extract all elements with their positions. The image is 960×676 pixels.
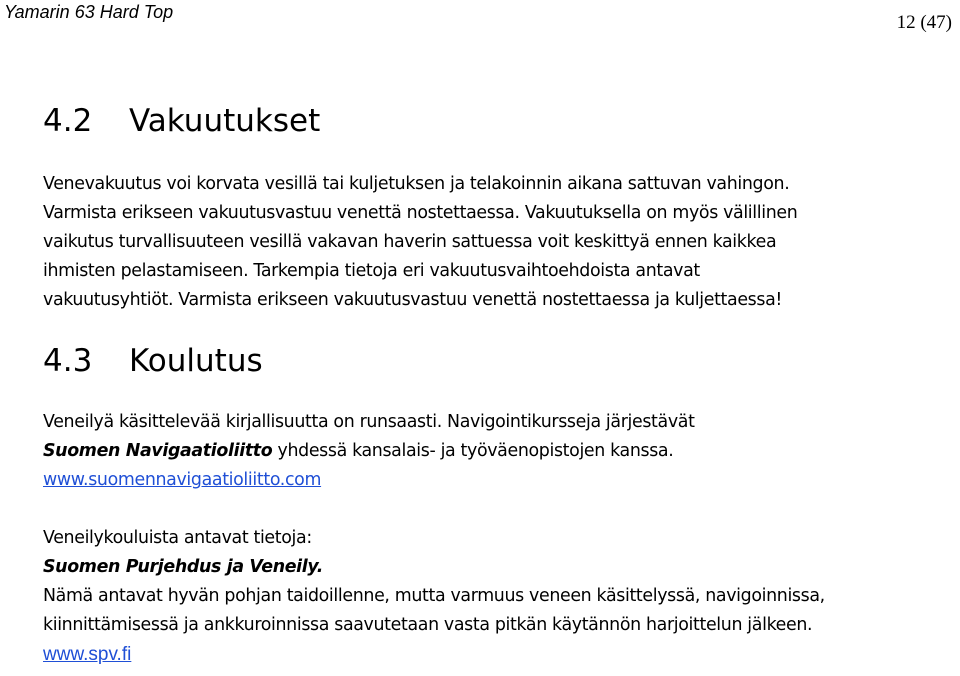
document-title: Yamarin 63 Hard Top [4, 2, 174, 22]
schools-paragraph [43, 524, 948, 669]
organization-name: Suomen Purjehdus ja Veneily. [43, 557, 324, 577]
navigation-association-link[interactable]: www.suomennavigaatioliitto.com [43, 470, 322, 490]
paragraph-line: vakuutusyhtiöt. Varmista erikseen vakuutusvastuu venettä nostettaessa ja kuljettaessa! [43, 290, 783, 310]
paragraph-line: Venevakuutus voi korvata vesillä tai kuljetuksen ja telakoinnin aikana sattuvan vahingon. [43, 174, 790, 194]
page-counter: 12 (47) [896, 12, 952, 33]
section-title: Koulutus [129, 343, 263, 379]
paragraph-line: Varmista erikseen vakuutusvastuu venettä nostettaessa. Vakuutuksella on myös välillinen [43, 203, 798, 223]
paragraph-line [43, 437, 948, 466]
organization-name: Suomen Navigaatioliitto [43, 441, 273, 461]
section-number: 4.3 [43, 343, 93, 379]
paragraph-line: ihmisten pelastamiseen. Tarkempia tietoja eri vakuutusvaihtoehdoista antavat [43, 261, 700, 281]
link-line [43, 640, 948, 669]
paragraph-line [43, 553, 948, 582]
paragraph-text: yhdessä kansalais- ja työväenopistojen kanssa. [272, 441, 674, 461]
insurance-paragraph [43, 170, 948, 315]
paragraph-line: vaikutus turvallisuuteen vesillä vakavan haverin sattuessa voit keskittyä ennen kaikkea [43, 232, 777, 252]
link-line [43, 466, 948, 495]
section-title: Vakuutukset [129, 103, 321, 139]
paragraph-line: Nämä antavat hyvän pohjan taidoillenne, mutta varmuus veneen käsittelyssä, navigoinnissa, [43, 586, 825, 606]
spv-link[interactable]: www.spv.fi [43, 644, 132, 665]
section-heading-insurance [43, 103, 320, 139]
paragraph-line: Veneilyä käsittelevää kirjallisuutta on runsaasti. Navigointikursseja järjestävät [43, 412, 695, 432]
section-heading-training [43, 343, 263, 379]
paragraph-line: Veneilykouluista antavat tietoja: [43, 528, 312, 548]
section-number: 4.2 [43, 103, 93, 139]
paragraph-line: kiinnittämisessä ja ankkuroinnissa saavutetaan vasta pitkän käytännön harjoittelun jälkeen. [43, 615, 813, 635]
training-paragraph [43, 408, 948, 495]
